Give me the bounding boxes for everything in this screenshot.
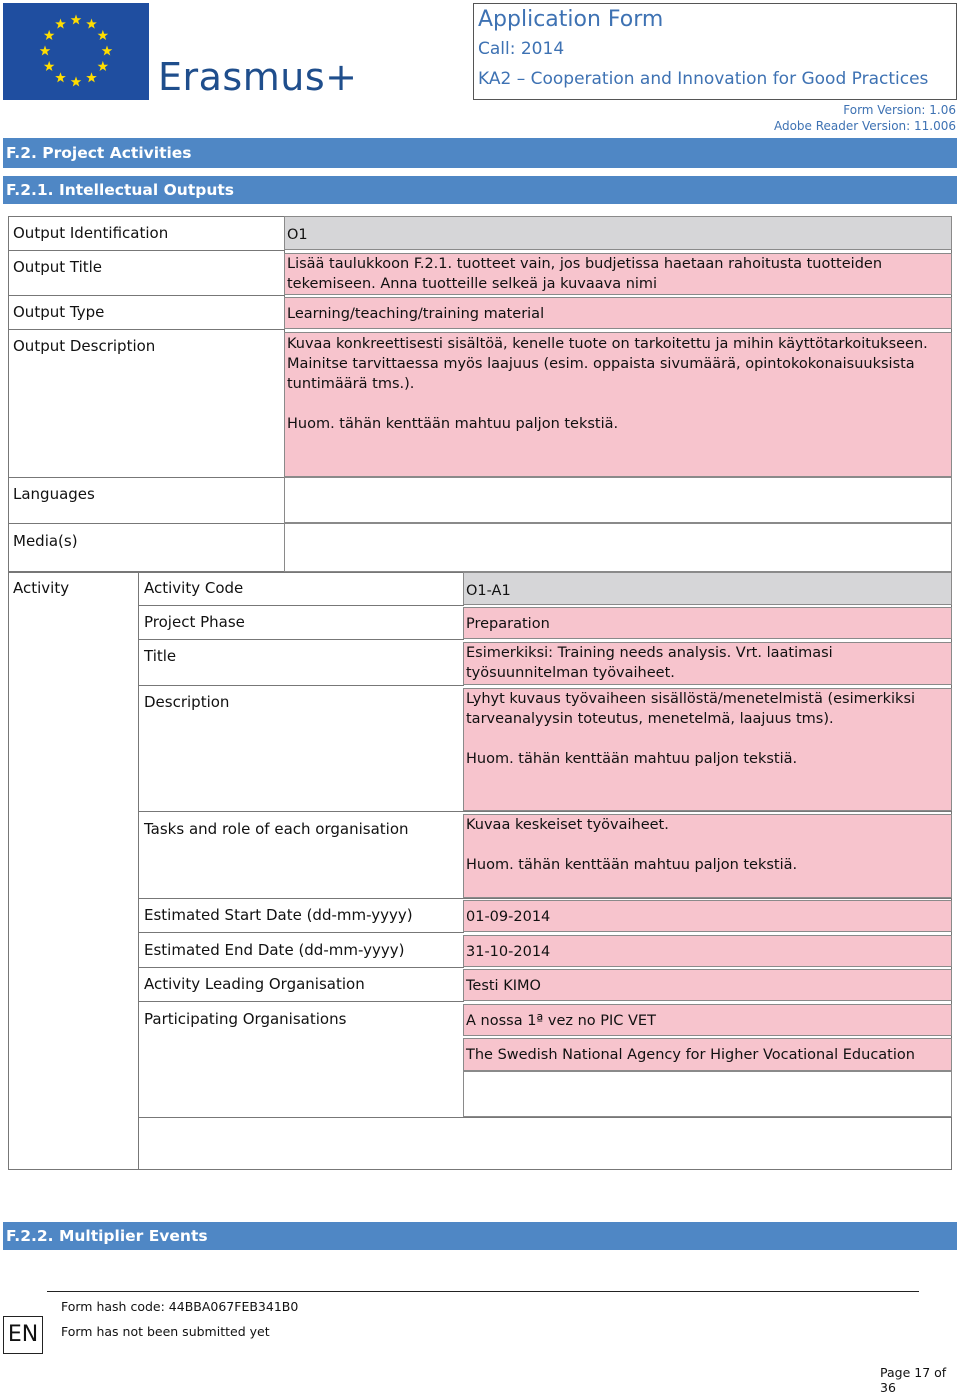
- call-year: Call: 2014: [478, 39, 565, 59]
- output-type-label: Output Type: [13, 303, 105, 321]
- footer-divider: [47, 1291, 919, 1292]
- page-number: Page 17 of 36: [880, 1365, 947, 1395]
- media-label: Media(s): [13, 532, 78, 550]
- start-date-field[interactable]: 01-09-2014: [463, 900, 952, 932]
- section-f21-header: F.2.1. Intellectual Outputs: [3, 176, 957, 204]
- end-date-label: Estimated End Date (dd-mm-yyyy): [144, 941, 405, 959]
- activity-code-field[interactable]: O1-A1: [463, 572, 952, 605]
- tasks-field[interactable]: Kuvaa keskeiset työvaiheet. Huom. tähän kenttään mahtuu paljon tekstiä.: [463, 814, 952, 898]
- participating-org-field-1[interactable]: A nossa 1ª vez no PIC VET: [463, 1004, 952, 1036]
- output-id-label: Output Identification: [13, 224, 169, 242]
- media-field[interactable]: [284, 523, 952, 572]
- activity-title-field[interactable]: Esimerkiksi: Training needs analysis. Vrt. laatimasi työsuunnitelman työvaiheet.: [463, 642, 952, 685]
- leading-org-label: Activity Leading Organisation: [144, 975, 365, 993]
- end-date-field[interactable]: 31-10-2014: [463, 935, 952, 967]
- erasmus-logo-text: Erasmus+: [158, 55, 358, 99]
- form-version: Form Version: 1.06: [843, 103, 956, 117]
- output-title-label: Output Title: [13, 258, 103, 276]
- participating-org-field-2[interactable]: The Swedish National Agency for Higher Vocational Education: [463, 1038, 952, 1071]
- activity-label: Activity: [13, 579, 70, 597]
- output-description-label: Output Description: [13, 337, 156, 355]
- language-badge: EN: [3, 1316, 43, 1354]
- participating-orgs-label: Participating Organisations: [144, 1010, 347, 1028]
- activity-title-label: Title: [144, 647, 177, 665]
- leading-org-field[interactable]: Testi KIMO: [463, 969, 952, 1001]
- start-date-label: Estimated Start Date (dd-mm-yyyy): [144, 906, 413, 924]
- programme-name: KA2 – Cooperation and Innovation for Good Practices: [478, 69, 929, 89]
- project-phase-label: Project Phase: [144, 613, 245, 631]
- form-hash: Form hash code: 44BBA067FEB341B0: [61, 1299, 299, 1314]
- activity-description-label: Description: [144, 693, 230, 711]
- output-description-field[interactable]: Kuvaa konkreettisesti sisältöä, kenelle tuote on tarkoitettu ja mihin käyttötarkoitukseen. Mainitse tarvittaessa myös laajuus (esim. oppaista sivumäärä, opintokokonaisuuksista tuntimäärä tms.). Huom. tähän kenttään mahtuu paljon tekstiä.: [284, 332, 952, 477]
- app-title: Application Form: [478, 7, 664, 32]
- application-form-box: [473, 3, 957, 100]
- reader-version: Adobe Reader Version: 11.006: [773, 119, 956, 133]
- eu-flag-icon: [3, 3, 149, 100]
- tasks-label: Tasks and role of each organisation: [144, 820, 409, 838]
- languages-label: Languages: [13, 485, 95, 503]
- section-f22-header: F.2.2. Multiplier Events: [3, 1222, 957, 1250]
- submission-status: Form has not been submitted yet: [61, 1324, 270, 1339]
- output-type-field[interactable]: Learning/teaching/training material: [284, 297, 952, 329]
- participating-org-field-3[interactable]: [463, 1071, 952, 1117]
- section-f2-header: F.2. Project Activities: [3, 138, 957, 168]
- languages-field[interactable]: [284, 477, 952, 523]
- project-phase-field[interactable]: Preparation: [463, 607, 952, 639]
- activity-code-label: Activity Code: [144, 579, 244, 597]
- output-title-field[interactable]: Lisää taulukkoon F.2.1. tuotteet vain, jos budjetissa haetaan rahoitusta tuotteiden tekemiseen. Anna tuotteille selkeä ja kuvaava nimi: [284, 253, 952, 295]
- output-id-field[interactable]: O1: [284, 216, 952, 250]
- activity-description-field[interactable]: Lyhyt kuvaus työvaiheen sisällöstä/menetelmistä (esimerkiksi tarveanalyysin toteutus, menetelmä, laajuus tms). Huom. tähän kenttään mahtuu paljon tekstiä.: [463, 688, 952, 811]
